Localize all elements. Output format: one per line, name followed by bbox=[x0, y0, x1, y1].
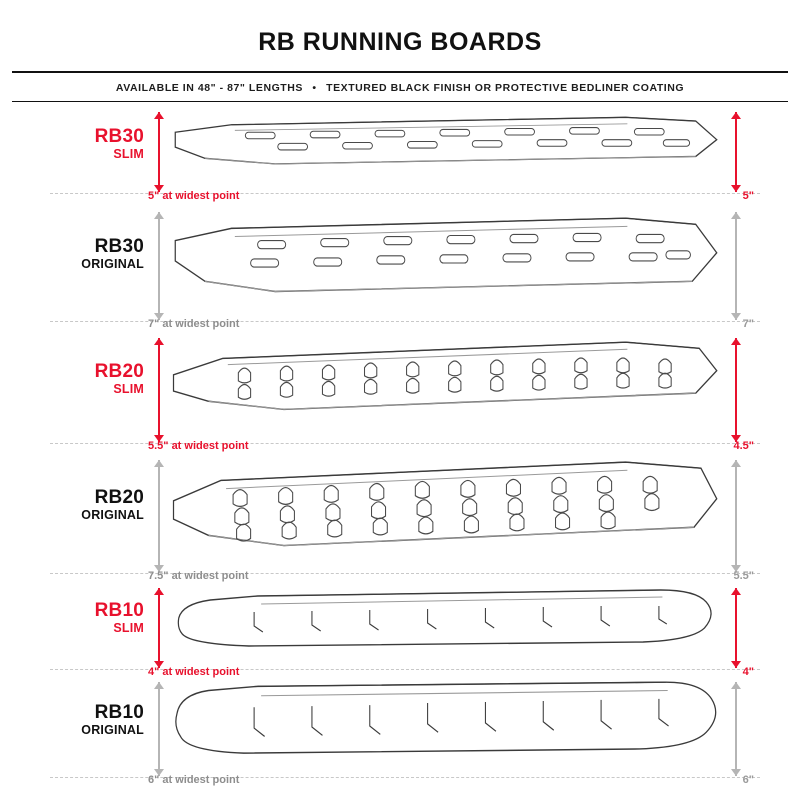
model-variant: SLIM bbox=[113, 146, 144, 161]
model-label bbox=[48, 127, 144, 162]
height-arrow-left bbox=[152, 460, 165, 572]
height-arrow-left bbox=[152, 112, 165, 192]
header-subtitle bbox=[40, 73, 760, 101]
dimension-right: 5.5" bbox=[733, 570, 754, 582]
model-name: RB20 bbox=[94, 361, 144, 383]
board-row bbox=[40, 194, 760, 330]
board-illustration bbox=[170, 456, 722, 570]
height-arrow-right bbox=[729, 212, 742, 320]
model-variant: ORIGINAL bbox=[81, 507, 144, 522]
model-label bbox=[48, 703, 144, 738]
board-illustration bbox=[170, 678, 722, 774]
model-label bbox=[48, 488, 144, 523]
header bbox=[40, 0, 760, 102]
page-title: RB RUNNING BOARDS bbox=[258, 28, 542, 56]
height-arrow-right bbox=[729, 460, 742, 572]
model-name: RB30 bbox=[94, 126, 144, 148]
board-row bbox=[40, 102, 760, 202]
dimension-left: 5.5" at widest point bbox=[148, 440, 249, 452]
board-row bbox=[40, 444, 760, 582]
model-name: RB10 bbox=[94, 702, 144, 724]
height-arrow-right bbox=[729, 588, 742, 668]
board-illustration bbox=[170, 334, 722, 440]
model-name: RB30 bbox=[94, 236, 144, 258]
dimension-left: 4" at widest point bbox=[148, 666, 240, 678]
model-label bbox=[48, 601, 144, 636]
dimension-left: 5" at widest point bbox=[148, 190, 240, 202]
height-arrow-left bbox=[152, 338, 165, 442]
board-row bbox=[40, 670, 760, 786]
height-arrow-left bbox=[152, 212, 165, 320]
model-label bbox=[48, 237, 144, 272]
model-variant: SLIM bbox=[113, 381, 144, 396]
model-label bbox=[48, 362, 144, 397]
dimension-left: 7" at widest point bbox=[148, 318, 240, 330]
board-illustration bbox=[170, 584, 722, 666]
subtitle-separator: • bbox=[312, 82, 317, 94]
board-rows bbox=[40, 102, 760, 786]
height-arrow-right bbox=[729, 682, 742, 776]
dimension-left: 6" at widest point bbox=[148, 774, 240, 786]
model-variant: ORIGINAL bbox=[81, 722, 144, 737]
height-arrow-right bbox=[729, 338, 742, 442]
board-row bbox=[40, 322, 760, 452]
subtitle-lengths: AVAILABLE IN 48" - 87" LENGTHS bbox=[115, 82, 303, 94]
height-arrow-right bbox=[729, 112, 742, 192]
model-name: RB20 bbox=[94, 487, 144, 509]
dimension-right: 5" bbox=[742, 190, 754, 202]
board-illustration bbox=[170, 108, 722, 190]
dimension-right: 6" bbox=[742, 774, 754, 786]
model-variant: SLIM bbox=[113, 620, 144, 635]
dimension-right: 7" bbox=[742, 318, 754, 330]
board-illustration bbox=[170, 208, 722, 318]
model-name: RB10 bbox=[94, 600, 144, 622]
model-variant: ORIGINAL bbox=[81, 256, 144, 271]
board-row bbox=[40, 574, 760, 678]
subtitle-finish: TEXTURED BLACK FINISH OR PROTECTIVE BEDLINER COATING bbox=[326, 82, 685, 94]
dimension-right: 4" bbox=[742, 666, 754, 678]
dimension-right: 4.5" bbox=[733, 440, 754, 452]
dimension-left: 7.5" at widest point bbox=[148, 570, 249, 582]
height-arrow-left bbox=[152, 682, 165, 776]
height-arrow-left bbox=[152, 588, 165, 668]
